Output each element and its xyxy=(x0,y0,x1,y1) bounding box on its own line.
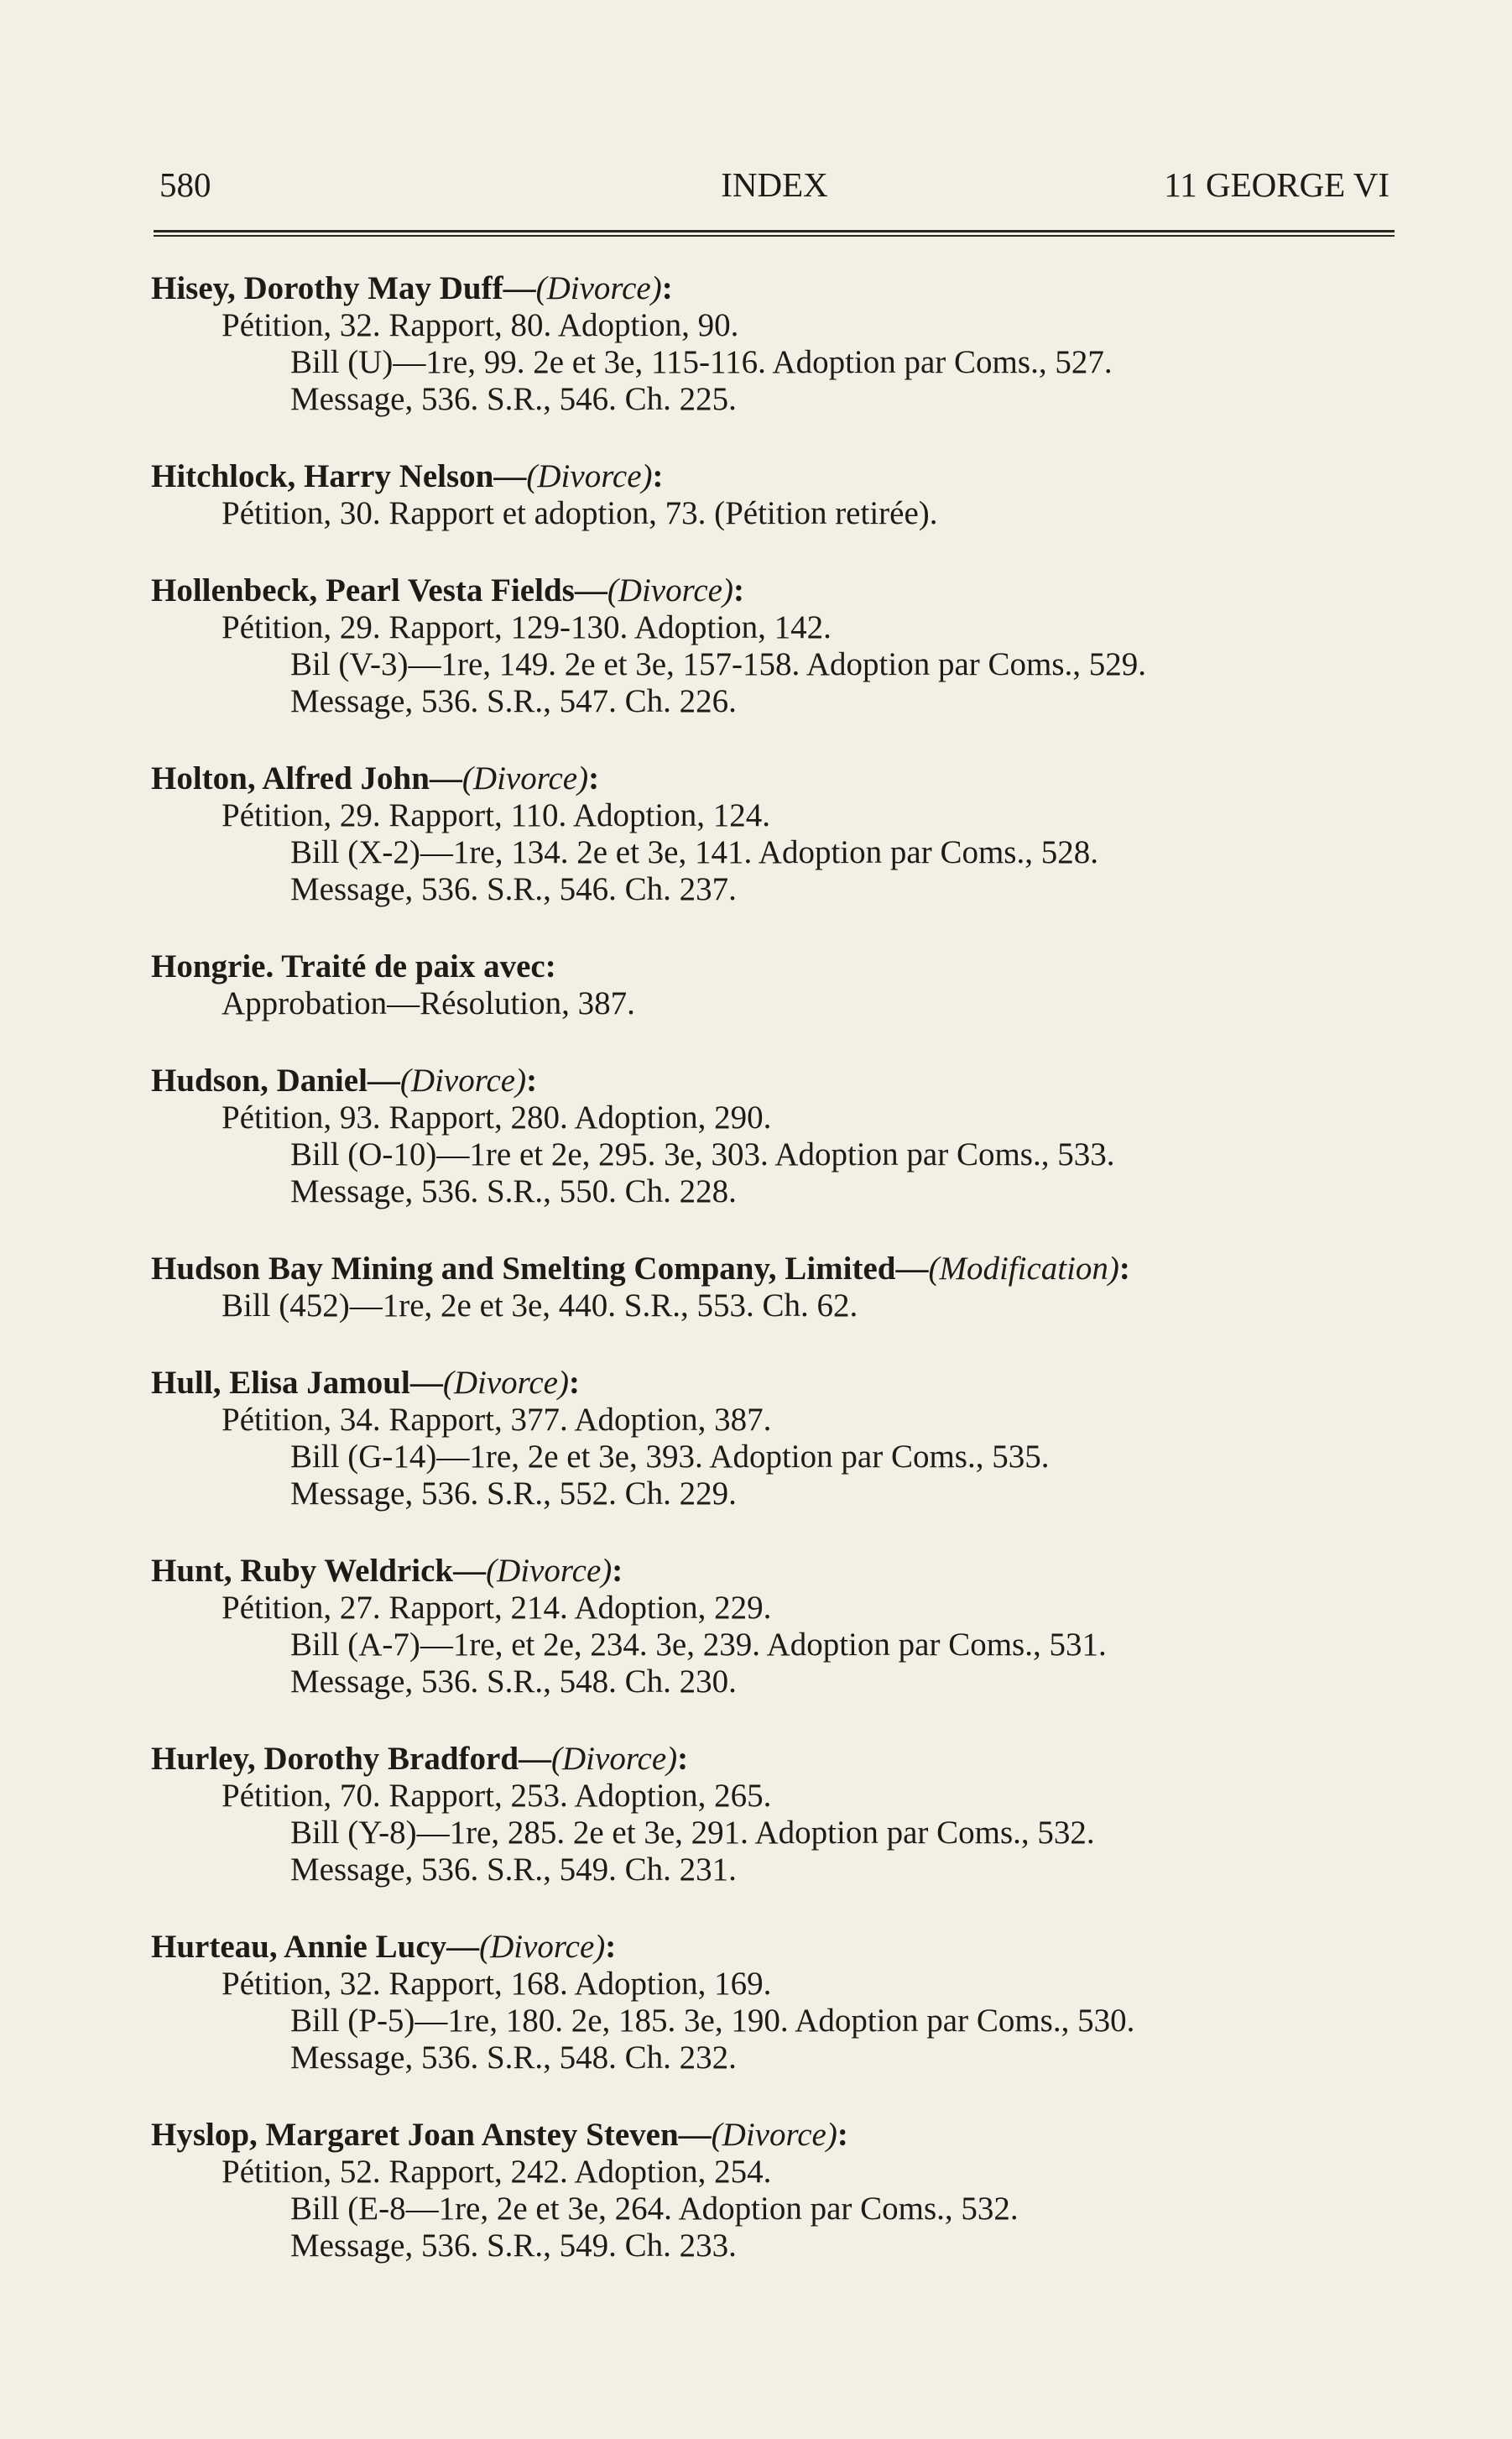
entry-kind: (Divorce) xyxy=(711,2117,837,2153)
entry-dash: — xyxy=(367,1063,400,1099)
entry-colon: : xyxy=(677,1741,689,1777)
entry-dash: — xyxy=(895,1251,929,1287)
entry-line: Bill (X-2)—1re, 134. 2e et 3e, 141. Adoption par Coms., 528. xyxy=(290,834,1098,870)
entry-name: Hurteau, Annie Lucy xyxy=(151,1929,447,1965)
entry-line: Message, 536. S.R., 549. Ch. 231. xyxy=(290,1851,737,1888)
regnal-year: 11 GEORGE VI xyxy=(1164,165,1389,204)
entry-line: Pétition, 32. Rapport, 80. Adoption, 90. xyxy=(222,307,739,343)
entry-dash: — xyxy=(678,2117,712,2153)
entry-heading xyxy=(151,1929,1410,1966)
entry-name: Hurley, Dorothy Bradford xyxy=(151,1741,519,1777)
entry-line: Message, 536. S.R., 547. Ch. 226. xyxy=(290,683,737,719)
index-entry xyxy=(151,1741,1410,1888)
entry-colon: : xyxy=(568,1365,580,1401)
entry-line: Message, 536. S.R., 546. Ch. 225. xyxy=(290,381,737,417)
entry-name: Hitchlock, Harry Nelson xyxy=(151,458,494,494)
entry-dash: — xyxy=(446,1929,480,1965)
entry-line: Message, 536. S.R., 552. Ch. 229. xyxy=(290,1475,737,1512)
entry-line: Pétition, 32. Rapport, 168. Adoption, 169. xyxy=(222,1966,772,2002)
entry-heading xyxy=(151,1251,1410,1287)
entry-kind: (Divorce) xyxy=(486,1553,613,1589)
entry-line: Approbation—Résolution, 387. xyxy=(222,985,635,1021)
entry-dash: — xyxy=(574,572,607,608)
entry-heading xyxy=(151,948,1410,985)
entry-line: Bill (U)—1re, 99. 2e et 3e, 115-116. Adoption par Coms., 527. xyxy=(290,344,1113,380)
entry-dash: — xyxy=(429,760,462,796)
entry-kind: (Divorce) xyxy=(526,458,653,494)
entry-colon: : xyxy=(545,948,556,984)
index-entry xyxy=(151,760,1410,908)
entry-line: Bill (O-10)—1re et 2e, 295. 3e, 303. Adoption par Coms., 533. xyxy=(290,1136,1115,1172)
entry-kind: (Divorce) xyxy=(479,1929,606,1965)
entry-colon: : xyxy=(588,760,600,796)
page-number: 580 xyxy=(159,165,211,204)
entry-line: Bill (Y-8)—1re, 285. 2e et 3e, 291. Adoption par Coms., 532. xyxy=(290,1815,1095,1851)
entry-heading xyxy=(151,572,1410,609)
entry-name: Hollenbeck, Pearl Vesta Fields xyxy=(151,572,575,608)
entry-name: Holton, Alfred John xyxy=(151,760,430,796)
entry-heading xyxy=(151,1553,1410,1590)
index-entry xyxy=(151,948,1410,1022)
entry-line: Pétition, 29. Rapport, 110. Adoption, 124. xyxy=(222,797,770,833)
entry-line: Bil (V-3)—1re, 149. 2e et 3e, 157-158. Adoption par Coms., 529. xyxy=(290,646,1147,682)
index-entries xyxy=(151,270,1410,2305)
entry-line: Message, 536. S.R., 549. Ch. 233. xyxy=(290,2227,737,2264)
entry-colon: : xyxy=(837,2117,848,2153)
entry-name: Hongrie. Traité de paix avec xyxy=(151,948,545,984)
entry-heading xyxy=(151,1365,1410,1402)
entry-name: Hyslop, Margaret Joan Anstey Steven xyxy=(151,2117,679,2153)
index-entry xyxy=(151,2117,1410,2264)
entry-dash: — xyxy=(519,1741,552,1777)
index-entry xyxy=(151,1365,1410,1512)
header-rule xyxy=(154,230,1395,237)
entry-heading xyxy=(151,2117,1410,2154)
entry-name: Hull, Elisa Jamoul xyxy=(151,1365,410,1401)
entry-heading xyxy=(151,270,1410,307)
entry-name: Hunt, Ruby Weldrick xyxy=(151,1553,454,1589)
entry-line: Bill (A-7)—1re, et 2e, 234. 3e, 239. Adoption par Coms., 531. xyxy=(290,1627,1107,1663)
entry-line: Pétition, 30. Rapport et adoption, 73. (Pétition retirée). xyxy=(222,495,938,531)
running-title: INDEX xyxy=(721,165,828,204)
entry-name: Hudson, Daniel xyxy=(151,1063,368,1099)
entry-line: Message, 536. S.R., 550. Ch. 228. xyxy=(290,1173,737,1209)
entry-line: Pétition, 27. Rapport, 214. Adoption, 229. xyxy=(222,1590,772,1626)
entry-kind: (Divorce) xyxy=(461,760,589,796)
entry-line: Message, 536. S.R., 548. Ch. 232. xyxy=(290,2039,737,2076)
entry-line: Pétition, 70. Rapport, 253. Adoption, 265. xyxy=(222,1778,772,1814)
entry-line: Bill (E-8—1re, 2e et 3e, 264. Adoption par Coms., 532. xyxy=(290,2191,1019,2227)
entry-name: Hudson Bay Mining and Smelting Company, Limited xyxy=(151,1251,896,1287)
index-entry xyxy=(151,1251,1410,1324)
entry-colon: : xyxy=(526,1063,538,1099)
entry-line: Pétition, 93. Rapport, 280. Adoption, 290. xyxy=(222,1099,772,1136)
index-entry xyxy=(151,1553,1410,1700)
entry-dash: — xyxy=(453,1553,487,1589)
entry-colon: : xyxy=(733,572,744,608)
entry-line: Pétition, 29. Rapport, 129-130. Adoption, 142. xyxy=(222,609,832,645)
entry-colon: : xyxy=(612,1553,623,1589)
entry-line: Bill (452)—1re, 2e et 3e, 440. S.R., 553. Ch. 62. xyxy=(222,1287,858,1324)
entry-heading xyxy=(151,760,1410,797)
entry-kind: (Divorce) xyxy=(399,1063,527,1099)
entry-heading xyxy=(151,1063,1410,1099)
entry-kind: (Modification) xyxy=(928,1251,1119,1287)
entry-kind: (Divorce) xyxy=(607,572,733,608)
entry-line: Message, 536. S.R., 546. Ch. 237. xyxy=(290,871,737,907)
entry-name: Hisey, Dorothy May Duff xyxy=(151,270,503,306)
entry-colon: : xyxy=(652,458,664,494)
index-entry xyxy=(151,1063,1410,1210)
entry-line: Pétition, 52. Rapport, 242. Adoption, 254. xyxy=(222,2154,772,2190)
index-entry xyxy=(151,270,1410,418)
entry-heading xyxy=(151,1741,1410,1778)
entry-colon: : xyxy=(605,1929,617,1965)
entry-kind: (Divorce) xyxy=(442,1365,569,1401)
entry-colon: : xyxy=(661,270,673,306)
entry-heading xyxy=(151,458,1410,495)
entry-dash: — xyxy=(493,458,527,494)
entry-line: Bill (P-5)—1re, 180. 2e, 185. 3e, 190. Adoption par Coms., 530. xyxy=(290,2003,1135,2039)
index-entry xyxy=(151,1929,1410,2076)
entry-dash: — xyxy=(503,270,536,306)
entry-line: Message, 536. S.R., 548. Ch. 230. xyxy=(290,1663,737,1700)
entry-line: Pétition, 34. Rapport, 377. Adoption, 387. xyxy=(222,1402,772,1438)
entry-kind: (Divorce) xyxy=(535,270,662,306)
entry-kind: (Divorce) xyxy=(551,1741,678,1777)
index-entry xyxy=(151,458,1410,532)
entry-colon: : xyxy=(1118,1251,1130,1287)
entry-dash: — xyxy=(409,1365,443,1401)
page-header xyxy=(159,165,1389,208)
index-entry xyxy=(151,572,1410,720)
entry-line: Bill (G-14)—1re, 2e et 3e, 393. Adoption par Coms., 535. xyxy=(290,1439,1050,1475)
